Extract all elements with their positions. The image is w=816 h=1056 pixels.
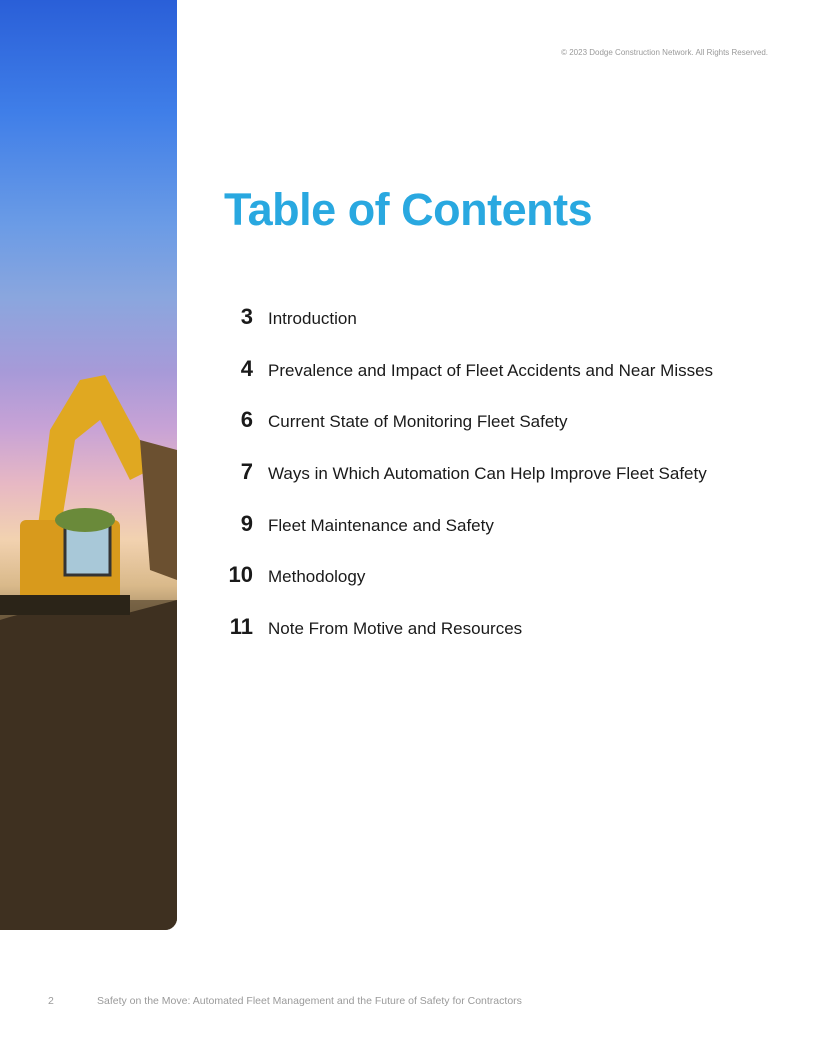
toc-item-methodology[interactable]: [222, 562, 713, 614]
toc-page-number: 7: [240, 459, 253, 485]
toc-label: Prevalence and Impact of Fleet Accidents and Near Misses: [268, 360, 714, 380]
toc-label: Note From Motive and Resources: [268, 619, 523, 639]
toc-page-number: 4: [240, 355, 253, 381]
excavator-illustration: [0, 0, 177, 930]
page-title: Table of Contents: [224, 184, 593, 235]
toc-item-automation[interactable]: [222, 459, 713, 511]
toc-page-number: 11: [229, 614, 253, 640]
excavator-photo: [0, 0, 177, 930]
toc-page-number: 6: [240, 407, 253, 433]
toc-label: Methodology: [268, 567, 366, 587]
toc-label: Current State of Monitoring Fleet Safety: [268, 412, 568, 432]
toc-item-maintenance[interactable]: [222, 511, 713, 563]
toc-item-introduction[interactable]: [222, 304, 713, 356]
table-of-contents: [222, 304, 713, 666]
toc-label: Ways in Which Automation Can Help Improve Fleet Safety: [268, 464, 707, 484]
toc-item-note-resources[interactable]: [222, 614, 713, 666]
copyright-notice: © 2023 Dodge Construction Network. All Rights Reserved.: [561, 48, 768, 57]
toc-page-number: 10: [228, 562, 253, 588]
toc-item-current-state[interactable]: [222, 407, 713, 459]
toc-page-number: 3: [240, 304, 253, 329]
footer-document-title: Safety on the Move: Automated Fleet Management and the Future of Safety for Contractors: [97, 995, 522, 1007]
toc-label: Introduction: [268, 309, 357, 328]
toc-label: Fleet Maintenance and Safety: [268, 515, 494, 535]
toc-item-prevalence[interactable]: [222, 356, 713, 408]
toc-page-number: 9: [240, 510, 253, 536]
footer-page-number: 2: [48, 995, 54, 1007]
